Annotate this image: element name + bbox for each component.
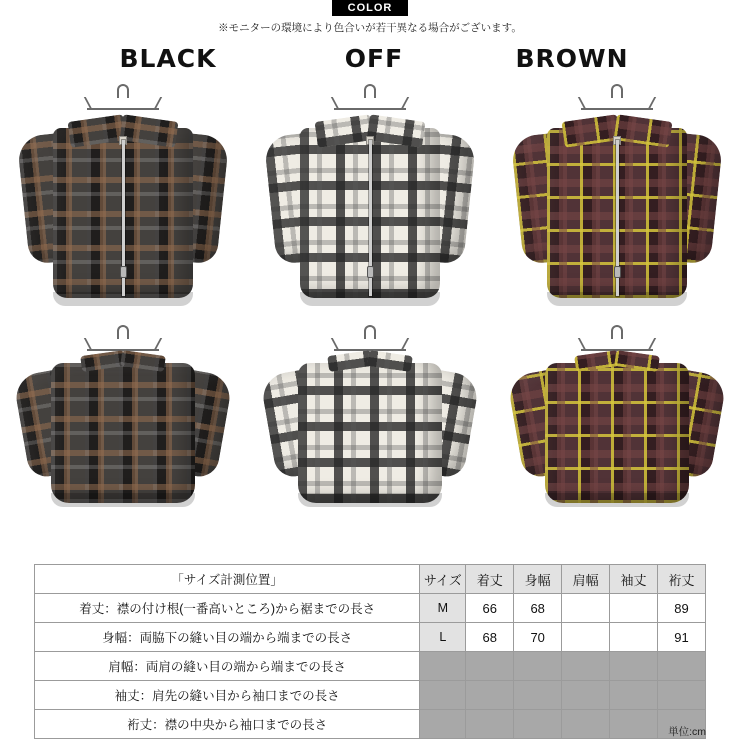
cell-m-yuki: 89 bbox=[658, 594, 706, 623]
jacket-front-off bbox=[270, 106, 470, 306]
cell-l-shoulder bbox=[562, 623, 610, 652]
column-header-length: 着丈 bbox=[466, 565, 514, 594]
product-photo-black-back[interactable] bbox=[0, 317, 246, 557]
jacket-hem bbox=[298, 493, 442, 507]
measure-desc-sleeve: 袖丈：肩先の縫い目から袖口までの長さ bbox=[35, 681, 420, 710]
table-row bbox=[35, 623, 706, 652]
column-header-size: サイズ bbox=[420, 565, 466, 594]
table-row-header bbox=[35, 565, 706, 594]
product-photo-brown-front[interactable] bbox=[494, 76, 740, 316]
empty-size-cell bbox=[420, 681, 466, 710]
table-row bbox=[35, 681, 706, 710]
measure-desc-width: 身幅：両脇下の縫い目の端から端までの長さ bbox=[35, 623, 420, 652]
empty-cell bbox=[466, 681, 514, 710]
column-header-shoulder: 肩幅 bbox=[562, 565, 610, 594]
empty-size-cell bbox=[420, 652, 466, 681]
jacket-back-off bbox=[270, 339, 470, 519]
empty-cell bbox=[514, 652, 562, 681]
cell-l-width: 70 bbox=[514, 623, 562, 652]
jacket-body bbox=[545, 363, 689, 503]
color-label-off: OFF bbox=[344, 44, 404, 73]
empty-cell bbox=[610, 681, 658, 710]
zipper bbox=[122, 140, 125, 296]
jacket-front-brown bbox=[517, 106, 717, 306]
column-header-yuki: 裄丈 bbox=[658, 565, 706, 594]
cell-m-sleeve bbox=[610, 594, 658, 623]
empty-cell bbox=[658, 652, 706, 681]
column-header-width: 身幅 bbox=[514, 565, 562, 594]
cell-m-width: 68 bbox=[514, 594, 562, 623]
zipper bbox=[369, 140, 372, 296]
cell-m-shoulder bbox=[562, 594, 610, 623]
size-table-wrapper bbox=[34, 564, 706, 739]
cell-l-yuki: 91 bbox=[658, 623, 706, 652]
measure-desc-length: 着丈：襟の付け根(一番高いところ)から裾までの長さ bbox=[35, 594, 420, 623]
monitor-disclaimer-note: ※モニターの環境により色合いが若干異なる場合がございます。 bbox=[218, 22, 522, 34]
table-row bbox=[35, 594, 706, 623]
measure-desc-yuki: 裄丈：襟の中央から袖口までの長さ bbox=[35, 710, 420, 739]
jacket-collar bbox=[328, 353, 412, 371]
product-photo-brown-back[interactable] bbox=[494, 317, 740, 557]
column-header-sleeve: 袖丈 bbox=[610, 565, 658, 594]
jacket-hem bbox=[51, 493, 195, 507]
jacket-collar bbox=[575, 353, 659, 371]
empty-cell bbox=[610, 652, 658, 681]
empty-cell bbox=[562, 681, 610, 710]
jacket-back-brown bbox=[517, 339, 717, 519]
jacket-body bbox=[51, 363, 195, 503]
color-photo-grid bbox=[0, 76, 740, 556]
empty-cell bbox=[658, 681, 706, 710]
jacket-hem bbox=[545, 493, 689, 507]
cell-m-length: 66 bbox=[466, 594, 514, 623]
empty-cell bbox=[562, 652, 610, 681]
jacket-front-black bbox=[23, 106, 223, 306]
cell-l-sleeve bbox=[610, 623, 658, 652]
size-label-m: M bbox=[420, 594, 466, 623]
measure-desc-shoulder: 肩幅：両肩の縫い目の端から端までの長さ bbox=[35, 652, 420, 681]
jacket-back-black bbox=[23, 339, 223, 519]
size-table bbox=[34, 564, 706, 739]
unit-note: 単位:cm bbox=[668, 726, 706, 738]
color-section-badge: COLOR bbox=[332, 0, 408, 16]
product-photo-off-back[interactable] bbox=[247, 317, 493, 557]
table-row bbox=[35, 652, 706, 681]
product-photo-black-front[interactable] bbox=[0, 76, 246, 316]
zipper bbox=[616, 140, 619, 296]
color-label-brown: BROWN bbox=[515, 44, 629, 73]
jacket-body bbox=[298, 363, 442, 503]
empty-cell bbox=[466, 652, 514, 681]
jacket-collar bbox=[81, 353, 165, 371]
size-table-caption: 「サイズ計測位置」 bbox=[35, 565, 420, 594]
empty-cell bbox=[514, 681, 562, 710]
color-label-black: BLACK bbox=[119, 44, 217, 73]
cell-l-length: 68 bbox=[466, 623, 514, 652]
size-label-l: L bbox=[420, 623, 466, 652]
product-photo-off-front[interactable] bbox=[247, 76, 493, 316]
